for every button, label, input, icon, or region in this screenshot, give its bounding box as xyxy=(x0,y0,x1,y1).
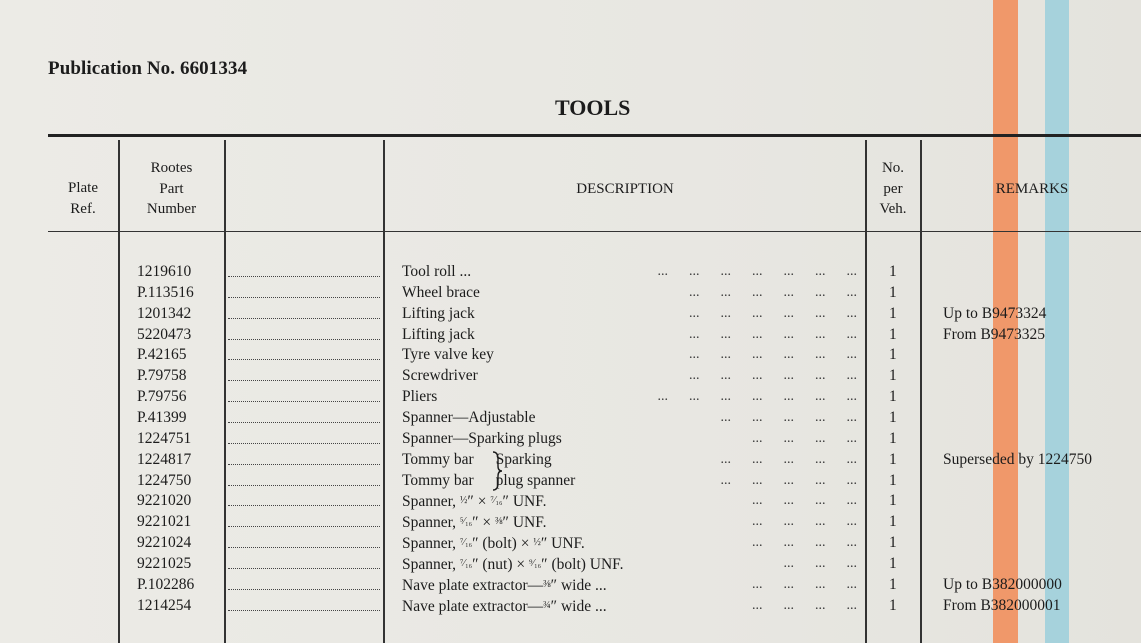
dotted-blank xyxy=(228,464,380,465)
description-group-text: Sparking xyxy=(495,450,552,468)
description-text: ″ (nut) × xyxy=(472,555,530,573)
fraction: ⅜ xyxy=(495,516,503,528)
header-top-rule xyxy=(48,134,1141,137)
fraction: ⅜ xyxy=(543,578,551,590)
fraction: ½ xyxy=(533,537,541,549)
section-title: TOOLS xyxy=(555,95,631,120)
table-row xyxy=(0,574,1141,595)
table-row xyxy=(0,386,1141,407)
description-text: Tommy bar xyxy=(402,450,474,468)
quantity: 1 xyxy=(889,513,897,531)
description xyxy=(402,595,607,617)
description xyxy=(402,386,437,407)
part-number: 1214254 xyxy=(137,596,192,614)
description-text: Wheel brace xyxy=(402,283,480,301)
dot-leaders: ... ... ... ... xyxy=(752,493,857,509)
dot-leaders: ... ... ... xyxy=(783,555,857,571)
description xyxy=(402,324,475,345)
dotted-blank xyxy=(228,610,380,611)
quantity: 1 xyxy=(889,263,897,280)
description-text: Spanner, xyxy=(402,555,460,573)
quantity: 1 xyxy=(889,388,897,406)
description xyxy=(402,428,562,449)
description-text: Tyre valve key xyxy=(402,346,494,364)
quantity: 1 xyxy=(889,325,897,343)
description-text: Tommy bar xyxy=(402,471,474,489)
dotted-blank xyxy=(228,443,380,444)
description-text: Tool roll ... xyxy=(402,263,472,280)
dot-leaders: ... ... ... ... ... ... xyxy=(689,347,857,363)
description xyxy=(402,553,623,575)
quantity: 1 xyxy=(889,408,897,426)
table-row xyxy=(0,449,1141,470)
description xyxy=(402,261,471,282)
dotted-blank xyxy=(228,547,380,548)
dotted-blank xyxy=(228,401,380,402)
table-row xyxy=(0,532,1141,553)
table-row xyxy=(0,490,1141,511)
header-plate-ref-text: Plate Ref. xyxy=(68,180,98,217)
description-text: Spanner—Adjustable xyxy=(402,408,536,426)
table-row xyxy=(0,303,1141,324)
dot-leaders: ... ... ... ... ... ... xyxy=(689,368,857,384)
description-text: ″ UNF. xyxy=(502,514,547,532)
remarks: From B382000001 xyxy=(943,596,1061,614)
dot-leaders: ... ... ... ... xyxy=(752,576,857,592)
quantity: 1 xyxy=(889,575,897,593)
fraction: ⁷⁄₁₆ xyxy=(490,495,503,507)
table-row xyxy=(0,428,1141,449)
part-number: P.79756 xyxy=(137,388,187,406)
dotted-blank xyxy=(228,526,380,527)
description-text: Nave plate extractor— xyxy=(402,576,544,594)
header-quantity-text: No. per Veh. xyxy=(879,160,907,217)
brace-symbol xyxy=(491,451,503,491)
quantity: 1 xyxy=(889,429,897,447)
part-number: P.113516 xyxy=(137,283,194,301)
description xyxy=(402,303,475,324)
fraction: ⁷⁄₁₆ xyxy=(459,557,473,569)
quantity: 1 xyxy=(889,492,897,510)
description-text: ″ UNF. xyxy=(540,535,585,553)
dot-leaders: ... ... ... ... ... xyxy=(720,409,857,425)
description xyxy=(402,407,535,428)
table-row xyxy=(0,553,1141,574)
description xyxy=(402,574,607,596)
description-group-text: plug spanner xyxy=(495,471,576,489)
dot-leaders: ... ... ... ... ... ... ... xyxy=(657,264,857,279)
header-description: DESCRIPTION xyxy=(576,181,674,197)
remarks: Up to B9473324 xyxy=(943,304,1047,322)
dotted-blank xyxy=(228,485,380,486)
description-text: ″ × xyxy=(467,493,491,511)
part-number: 1201342 xyxy=(137,304,192,322)
part-number: 1224751 xyxy=(137,429,192,447)
remarks: Superseded by 1224750 xyxy=(943,450,1092,468)
description xyxy=(402,490,547,512)
quantity: 1 xyxy=(889,471,897,489)
description xyxy=(402,282,480,303)
part-number: 1224750 xyxy=(137,471,192,489)
part-number: 1219610 xyxy=(137,263,192,280)
dot-leaders: ... ... ... ... xyxy=(752,430,857,446)
description-text: ″ wide ... xyxy=(550,576,607,594)
part-number: 9221024 xyxy=(137,534,192,552)
description-text: Screwdriver xyxy=(402,367,478,385)
table-row xyxy=(0,282,1141,303)
dotted-blank xyxy=(228,318,380,319)
table-row xyxy=(0,324,1141,345)
quantity: 1 xyxy=(889,534,897,552)
part-number: P.42165 xyxy=(137,346,187,364)
description-text: Nave plate extractor— xyxy=(402,597,544,615)
quantity: 1 xyxy=(889,283,897,301)
table-row xyxy=(0,407,1141,428)
dot-leaders: ... ... ... ... xyxy=(752,597,857,613)
table-row xyxy=(0,470,1141,491)
dot-leaders: ... ... ... ... ... ... xyxy=(689,326,857,342)
description xyxy=(402,532,585,554)
table-row xyxy=(0,365,1141,386)
description-text: Spanner, xyxy=(402,535,460,553)
description xyxy=(402,344,494,365)
part-number: 9221020 xyxy=(137,492,192,510)
dot-leaders: ... ... ... ... ... xyxy=(720,472,857,488)
fraction: ⁹⁄₁₆ xyxy=(529,557,542,569)
description xyxy=(402,470,575,491)
description-text: ″ UNF. xyxy=(502,493,547,511)
description-text: ″ (bolt) × xyxy=(472,535,534,553)
description-text: Lifting jack xyxy=(402,304,475,322)
header-remarks: REMARKS xyxy=(995,181,1069,197)
fraction: ⁵⁄₁₆ xyxy=(459,516,473,528)
table-row xyxy=(0,511,1141,532)
dotted-blank xyxy=(228,505,380,506)
part-number: P.41399 xyxy=(137,408,187,426)
table-row xyxy=(0,595,1141,616)
description-text: Spanner, xyxy=(402,493,460,511)
part-number: 9221025 xyxy=(137,554,192,572)
remarks: Up to B382000000 xyxy=(943,575,1062,593)
quantity: 1 xyxy=(889,304,897,322)
description xyxy=(402,511,547,533)
dotted-blank xyxy=(228,589,380,590)
dotted-blank xyxy=(228,568,380,569)
description xyxy=(402,365,478,386)
description-text: Lifting jack xyxy=(402,325,475,343)
description xyxy=(402,449,552,470)
part-number: 1224817 xyxy=(137,450,192,468)
part-number: P.79758 xyxy=(137,367,187,385)
dot-leaders: ... ... ... ... ... xyxy=(720,451,857,467)
quantity: 1 xyxy=(889,450,897,468)
dotted-blank xyxy=(228,276,380,277)
dot-leaders: ... ... ... ... ... ... xyxy=(689,284,857,300)
description-text: ″ wide ... xyxy=(550,597,607,615)
dotted-blank xyxy=(228,339,380,340)
header-plate-ref xyxy=(52,178,114,219)
dotted-blank xyxy=(228,422,380,423)
part-number: P.102286 xyxy=(137,575,195,593)
dot-leaders: ... ... ... ... ... ... xyxy=(689,305,857,321)
quantity: 1 xyxy=(889,596,897,614)
dotted-blank xyxy=(228,297,380,298)
header-bottom-rule xyxy=(48,231,1141,232)
publication-number: Publication No. 6601334 xyxy=(48,58,248,79)
header-quantity xyxy=(866,158,920,220)
description-text: ″ (bolt) UNF. xyxy=(541,555,624,573)
description-text: Spanner, xyxy=(402,514,460,532)
part-number: 9221021 xyxy=(137,513,192,531)
dot-leaders: ... ... ... ... xyxy=(752,514,857,530)
dot-leaders: ... ... ... ... xyxy=(752,535,857,551)
description-text: Pliers xyxy=(402,388,438,406)
description-text: Spanner—Sparking plugs xyxy=(402,429,562,447)
fraction: ¾ xyxy=(543,599,551,611)
table-row xyxy=(0,344,1141,365)
header-part-number xyxy=(120,158,223,220)
quantity: 1 xyxy=(889,554,897,572)
dotted-blank xyxy=(228,359,380,360)
table-row xyxy=(0,261,1141,282)
fraction: ½ xyxy=(459,495,468,507)
quantity: 1 xyxy=(889,346,897,364)
remarks: From B9473325 xyxy=(943,325,1046,343)
dotted-blank xyxy=(228,380,380,381)
fraction: ⁷⁄₁₆ xyxy=(459,537,473,549)
description-text: ″ × xyxy=(472,514,496,532)
dot-leaders: ... ... ... ... ... ... ... xyxy=(657,389,857,405)
quantity: 1 xyxy=(889,367,897,385)
part-number: 5220473 xyxy=(137,325,192,343)
header-part-number-text: Rootes Part Number xyxy=(146,160,197,217)
